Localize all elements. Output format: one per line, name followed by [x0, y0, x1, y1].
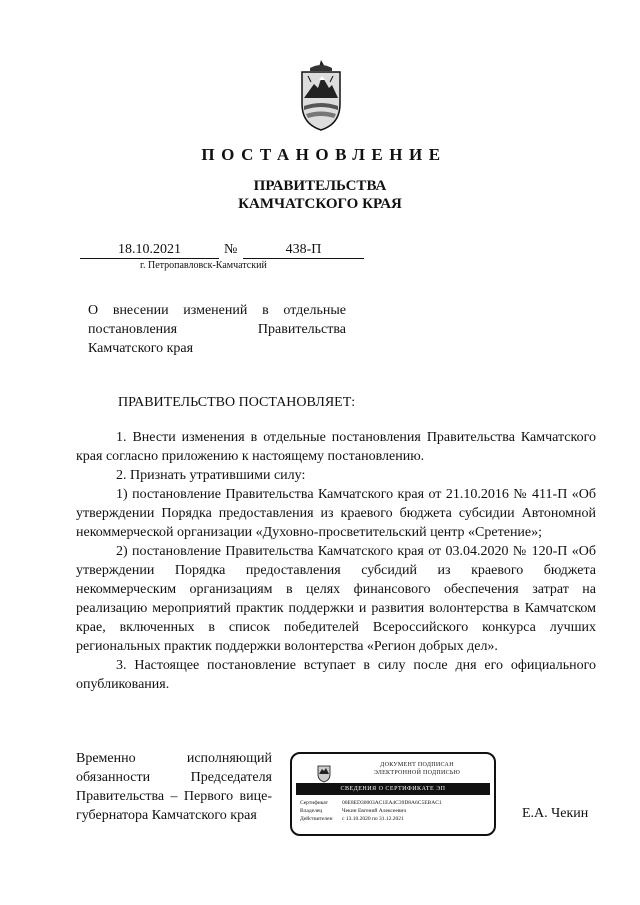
- issuer-line-1: ПРАВИТЕЛЬСТВА: [253, 178, 387, 194]
- stamp-emblem-icon: [316, 763, 332, 783]
- document-place: г. Петропавловск-Камчатский: [140, 260, 267, 271]
- position-line: Временно исполняющий: [76, 751, 272, 766]
- issuer-line-2: КАМЧАТСКОГО КРАЯ: [238, 196, 402, 212]
- stamp-row-value: с 13.10.2020 по 31.12.2021: [342, 816, 404, 822]
- position-line: губернатора Камчатского края: [76, 808, 257, 823]
- stamp-certificate-bar: СВЕДЕНИЯ О СЕРТИФИКАТЕ ЭП: [296, 783, 490, 795]
- stamp-title-1: ДОКУМЕНТ ПОДПИСАН: [380, 762, 454, 768]
- document-body: [76, 428, 596, 694]
- position-line: обязанности Председателя: [76, 770, 272, 785]
- stamp-row-label: Владелец: [300, 808, 323, 814]
- document-date: 18.10.2021: [80, 241, 219, 259]
- document-subject: О внесении изменений в отдельные постановления Правительства Камчатского края: [88, 303, 346, 356]
- stamp-row-validity: [300, 816, 490, 822]
- electronic-signature-stamp: [290, 752, 496, 836]
- body-paragraph: 2) постановление Правительства Камчатского края от 03.04.2020 № 120-П «Об утверждении Порядка предоставления субсидий из краевого бюджета некоммерческим организациям в целях финансового обеспечения затрат на реализацию мероприятий практик поддержки и развития волонтерства в Камчатском крае, включенных в список победителей Всероссийского конкурса лучших региональных практик поддержки волонтерства «Регион добрых дел».: [76, 544, 596, 654]
- body-paragraph: 1. Внести изменения в отдельные постановления Правительства Камчатского края согласно приложению к настоящему постановлению.: [76, 430, 596, 464]
- stamp-row-value: Чекин Евгений Алексеевич: [342, 808, 407, 814]
- body-paragraph: 2. Признать утратившими силу:: [116, 468, 306, 483]
- signatory-position: [76, 749, 272, 825]
- body-paragraph: 1) постановление Правительства Камчатского края от 21.10.2016 № 411-П «Об утверждении Порядка предоставления из краевого бюджета субсидии Автономной некоммерческой организации «Духовно-просветительский центр «Сретение»;: [76, 487, 596, 540]
- position-line: Правительства – Первого вице-: [76, 789, 272, 804]
- number-sign: №: [224, 242, 238, 257]
- stamp-title-2: ЭЛЕКТРОННОЙ ПОДПИСЬЮ: [373, 770, 461, 776]
- body-paragraph: 3. Настоящее постановление вступает в силу после дня его официального опубликования.: [76, 658, 596, 692]
- stamp-row-value: 00E8ED30003AC1EA4C39D8A6C5EBAC1: [342, 800, 442, 806]
- stamp-row-label: Действителен: [300, 816, 333, 822]
- stamp-row-certificate: [300, 800, 490, 806]
- signatory-name: Е.А. Чекин: [522, 806, 589, 821]
- kamchatka-emblem-icon: [296, 58, 346, 132]
- document-type-title: ПОСТАНОВЛЕНИЕ: [201, 145, 447, 164]
- decrees-heading: ПРАВИТЕЛЬСТВО ПОСТАНОВЛЯЕТ:: [118, 395, 356, 410]
- document-number: 438-П: [243, 241, 364, 259]
- stamp-row-owner: [300, 808, 490, 814]
- stamp-row-label: Сертификат: [300, 800, 328, 806]
